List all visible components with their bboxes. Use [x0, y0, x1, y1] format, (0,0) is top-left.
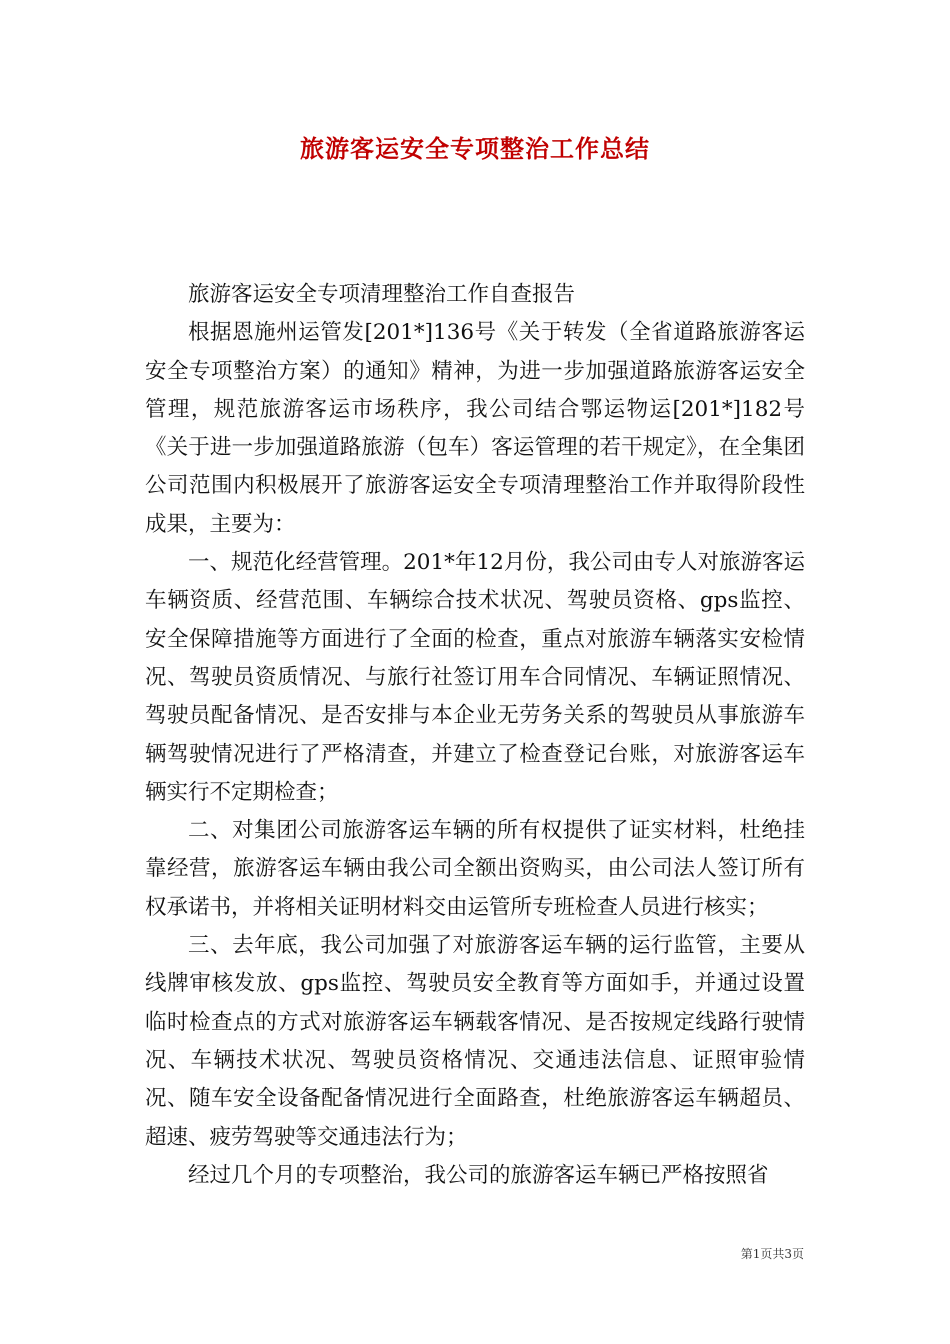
- paragraph: 经过几个月的专项整治，我公司的旅游客运车辆已严格按照省: [188, 1162, 769, 1188]
- page-title: 旅游客运安全专项整治工作总结: [300, 134, 650, 163]
- paragraph: 一、规范化经营管理。201*年12月份，我公司由专人对旅游客运车辆资质、经营范围、车辆综合技术状况、驾驶员资格、gps监控、安全保障措施等方面进行了全面的检查，重点对旅游车辆落实安检情况、驾驶员资质情况、与旅行社签订用车合同情况、车辆证照情况、驾驶员配备情况、是否安排与本企业无劳务关系的驾驶员从事旅游车辆驾驶情况进行了严格清查，并建立了检查登记台账，对旅游客运车辆实行不定期检查；: [145, 550, 805, 805]
- paragraph: 旅游客运安全专项清理整治工作自查报告: [188, 282, 576, 307]
- paragraph: 二、对集团公司旅游客运车辆的所有权提供了证实材料，杜绝挂靠经营，旅游客运车辆由我公司全额出资购买，由公司法人签订所有权承诺书，并将相关证明材料交由运管所专班检查人员进行核实；: [145, 818, 805, 920]
- page-number-footer: 第1页共3页: [740, 1247, 804, 1261]
- paragraph: 三、去年底，我公司加强了对旅游客运车辆的运行监管，主要从线牌审核发放、gps监控、驾驶员安全教育等方面如手，并通过设置临时检查点的方式对旅游客运车辆载客情况、是否按规定线路行驶情况、车辆技术状况、驾驶员资格情况、交通违法信息、证照审验情况、随车安全设备配备情况进行全面路查，杜绝旅游客运车辆超员、超速、疲劳驾驶等交通违法行为；: [145, 933, 805, 1150]
- document-body: [145, 276, 805, 1195]
- paragraph: 根据恩施州运管发[201*]136号《关于转发（全省道路旅游客运安全专项整治方案）的通知》精神，为进一步加强道路旅游客运安全管理，规范旅游客运市场秩序，我公司结合鄂运物运[201*]182号《关于进一步加强道路旅游（包车）客运管理的若干规定》，在全集团公司范围内积极展开了旅游客运安全专项清理整治工作并取得阶段性成果，主要为：: [145, 320, 805, 537]
